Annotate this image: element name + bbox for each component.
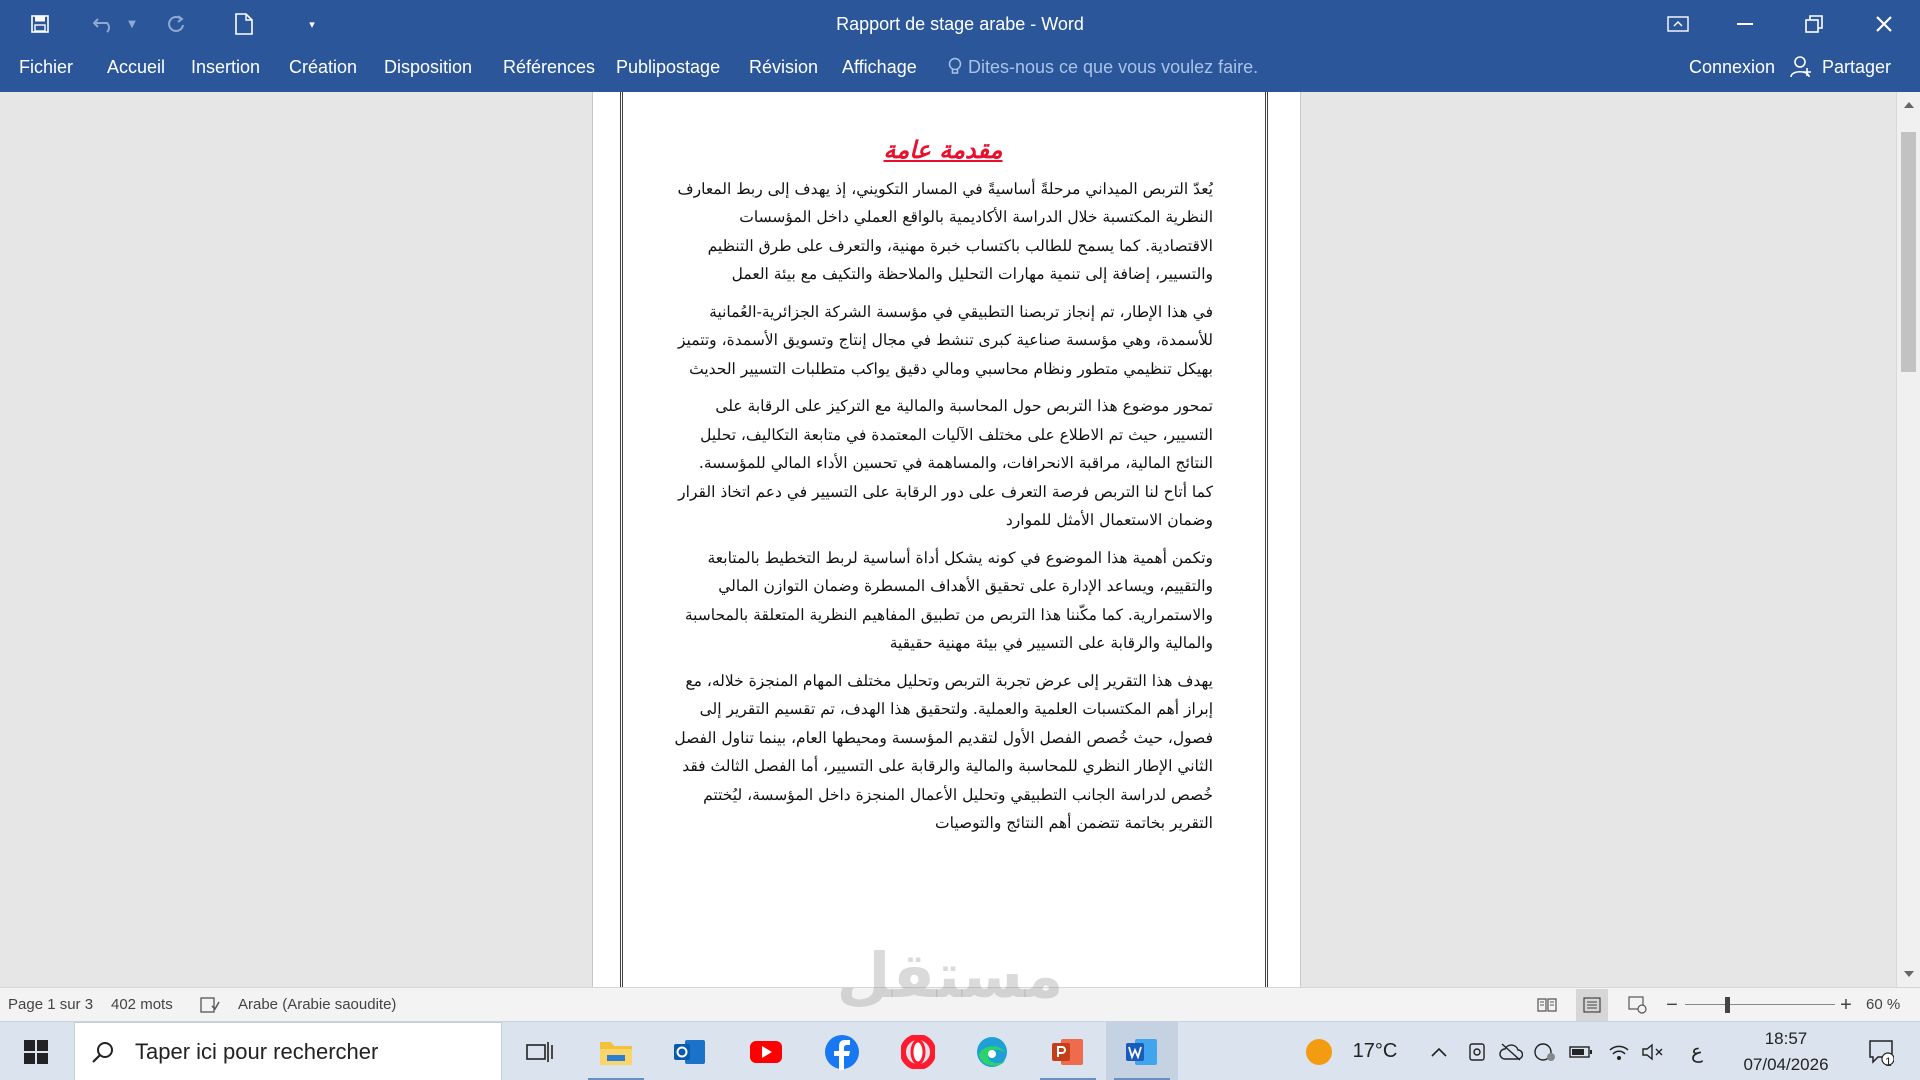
outlook-icon[interactable]: [654, 1022, 726, 1080]
zoom-slider-track[interactable]: [1685, 1004, 1835, 1005]
powerpoint-icon[interactable]: [1032, 1022, 1104, 1080]
save-icon[interactable]: [18, 0, 62, 48]
tab-affichage[interactable]: Affichage: [842, 57, 917, 77]
search-icon: [91, 1040, 115, 1064]
camera-icon[interactable]: [1462, 1022, 1492, 1080]
clock-date: 07/04/2026: [1743, 1055, 1829, 1074]
paragraph-1[interactable]: يُعدّ التربص الميداني مرحلةً أساسيةً في المسار التكويني، إذ يهدف إلى ربط المعارف النظرية المكتسبة خلال الدراسة الأكاديمية بالواقع العملي داخل المؤسسات الاقتصادية. كما يسمح للطالب باكتساب خبرة مهنية، والتعرف على طرق التنظيم والتسيير، إضافة إلى تنمية مهارات التحليل والملاحظة والتكيف مع بيئة العمل: [677, 179, 1213, 284]
print-layout-icon[interactable]: [1576, 989, 1608, 1021]
close-icon[interactable]: [1850, 0, 1918, 48]
facebook-icon[interactable]: [806, 1022, 878, 1080]
undo-icon[interactable]: [84, 0, 124, 48]
opera-icon[interactable]: [882, 1022, 954, 1080]
tab-revision[interactable]: Révision: [749, 57, 819, 77]
zoom-in-icon[interactable]: +: [1840, 993, 1852, 1016]
tell-me-placeholder: Dites-nous ce que vous voulez faire.: [968, 57, 1259, 77]
youtube-icon[interactable]: [730, 1022, 802, 1080]
word-icon[interactable]: [1106, 1022, 1178, 1080]
document-area[interactable]: [0, 92, 1896, 987]
language-indicator[interactable]: Arabe (Arabie saoudite): [238, 996, 397, 1013]
document-page[interactable]: [592, 92, 1301, 987]
lightbulb-icon: [948, 57, 962, 77]
input-language[interactable]: ع: [1691, 1041, 1703, 1063]
taskbar: [0, 1021, 1920, 1080]
file-explorer-icon[interactable]: [580, 1022, 652, 1080]
search-placeholder: Taper ici pour rechercher: [135, 1038, 379, 1064]
taskbar-search-box[interactable]: [74, 1022, 502, 1080]
scroll-up-icon[interactable]: [1897, 94, 1920, 116]
undo-dropdown-icon[interactable]: ▼: [128, 18, 136, 30]
vertical-scrollbar[interactable]: [1896, 92, 1920, 987]
window-title: Rapport de stage arabe - Word: [836, 14, 1084, 34]
status-bar: [0, 987, 1920, 1021]
new-document-icon[interactable]: [226, 0, 262, 48]
tab-fichier[interactable]: Fichier: [19, 57, 74, 77]
volume-muted-icon[interactable]: [1638, 1022, 1668, 1080]
clock-time: 18:57: [1764, 1029, 1808, 1048]
cloud-offline-icon[interactable]: [1496, 1022, 1526, 1080]
redo-icon[interactable]: [158, 0, 194, 48]
paragraph-5[interactable]: يهدف هذا التقرير إلى عرض تجربة التربص وتحليل مختلف المهام المنجزة خلاله، مع إبراز أهم المكتسبات العلمية والعملية. ولتحقيق هذا الهدف، تم تقسيم التقرير إلى فصول، حيث خُصص الفصل الأول لتقديم المؤسسة ومحيطها العام، بينما تناول الفصل الثاني الإطار النظري للمحاسبة والمالية والرقابة على التسيير، أما الفصل الثالث فقد خُصص لدراسة الجانب التطبيقي وتحليل الأعمال المنجزة داخل المؤسسة، ليُختتم التقرير بخاتمة تتضمن أهم النتائج والتوصيات: [674, 671, 1213, 833]
zoom-level[interactable]: 60 %: [1866, 996, 1901, 1013]
sign-in-link[interactable]: Connexion: [1689, 57, 1776, 77]
proofing-icon[interactable]: [198, 988, 222, 1022]
tab-insertion[interactable]: Insertion: [191, 57, 261, 77]
word-count[interactable]: 402 mots: [111, 996, 173, 1013]
task-view-icon[interactable]: [504, 1022, 576, 1080]
notification-count: 1: [1885, 1055, 1892, 1069]
ribbon-tabs: [0, 48, 1920, 92]
wifi-icon[interactable]: [1604, 1022, 1634, 1080]
share-label: Partager: [1822, 57, 1892, 77]
document-body[interactable]: [673, 136, 1213, 847]
show-hidden-icons-icon[interactable]: [1424, 1022, 1454, 1080]
web-layout-icon[interactable]: [1624, 988, 1652, 1022]
tab-references[interactable]: Références: [503, 57, 596, 77]
windows-start-icon[interactable]: [0, 1022, 72, 1080]
customize-toolbar-icon[interactable]: ▾: [309, 17, 315, 31]
watermark-logo: مستقل: [836, 939, 1064, 1012]
restore-icon[interactable]: [1780, 0, 1848, 48]
zoom-slider-thumb[interactable]: [1725, 997, 1730, 1013]
system-clock[interactable]: [1726, 1022, 1846, 1080]
tab-creation[interactable]: Création: [289, 57, 358, 77]
page-count[interactable]: Page 1 sur 3: [8, 996, 94, 1013]
edge-icon[interactable]: [956, 1022, 1028, 1080]
tab-publipostage[interactable]: Publipostage: [616, 57, 721, 77]
network-status-icon[interactable]: [1530, 1022, 1560, 1080]
battery-icon[interactable]: [1566, 1022, 1596, 1080]
scroll-down-icon[interactable]: [1897, 963, 1920, 985]
tell-me-box[interactable]: [948, 48, 1258, 92]
weather-temperature[interactable]: 17°C: [1352, 1040, 1398, 1062]
read-mode-icon[interactable]: [1534, 988, 1560, 1022]
tab-disposition[interactable]: Disposition: [384, 57, 473, 77]
paragraph-4[interactable]: وتكمن أهمية هذا الموضوع في كونه يشكل أداة أساسية لربط التخطيط بالمتابعة والتقييم، ويساعد الإدارة على تحقيق الأهداف المسطرة وضمان التوازن المالي والاستمرارية. كما مكّننا هذا التربص من تطبيق المفاهيم النظرية المتعلقة بالمحاسبة والمالية والرقابة على التسيير في بيئة مهنية حقيقية: [684, 548, 1213, 653]
tab-accueil[interactable]: Accueil: [107, 57, 166, 77]
minimize-icon[interactable]: [1712, 0, 1780, 48]
notification-center-icon[interactable]: [1856, 1022, 1906, 1080]
paragraph-2[interactable]: في هذا الإطار، تم إنجاز تربصنا التطبيقي في مؤسسة الشركة الجزائرية-العُمانية للأسمدة، وهي مؤسسة صناعية كبرى تنشط في مجال إنتاج وتسويق الأسمدة، وتتميز بهيكل تنظيمي متطور ونظام محاسبي ومالي دقيق يواكب متطلبات التسيير الحديث: [678, 302, 1213, 378]
title-bar: [0, 0, 1920, 48]
share-button[interactable]: [1790, 48, 1891, 92]
document-heading[interactable]: مقدمة عامة: [883, 135, 1003, 164]
person-icon: [1790, 55, 1814, 79]
zoom-out-icon[interactable]: −: [1666, 993, 1678, 1016]
scrollbar-thumb[interactable]: [1901, 132, 1916, 372]
ribbon-display-options-icon[interactable]: [1644, 0, 1712, 48]
weather-icon[interactable]: [1300, 1022, 1338, 1080]
paragraph-3[interactable]: تمحور موضوع هذا التربص حول المحاسبة والمالية مع التركيز على الرقابة على التسيير، حيث تم الاطلاع على مختلف الآليات المعتمدة في متابعة التكاليف، تحليل النتائج المالية، مراقبة الانحرافات، والمساهمة في تحسين الأداء المالي للمؤسسة. كما أتاح لنا التربص فرصة التعرف على دور الرقابة على التسيير في دعم اتخاذ القرار وضمان الاستعمال الأمثل للموارد: [678, 397, 1213, 530]
